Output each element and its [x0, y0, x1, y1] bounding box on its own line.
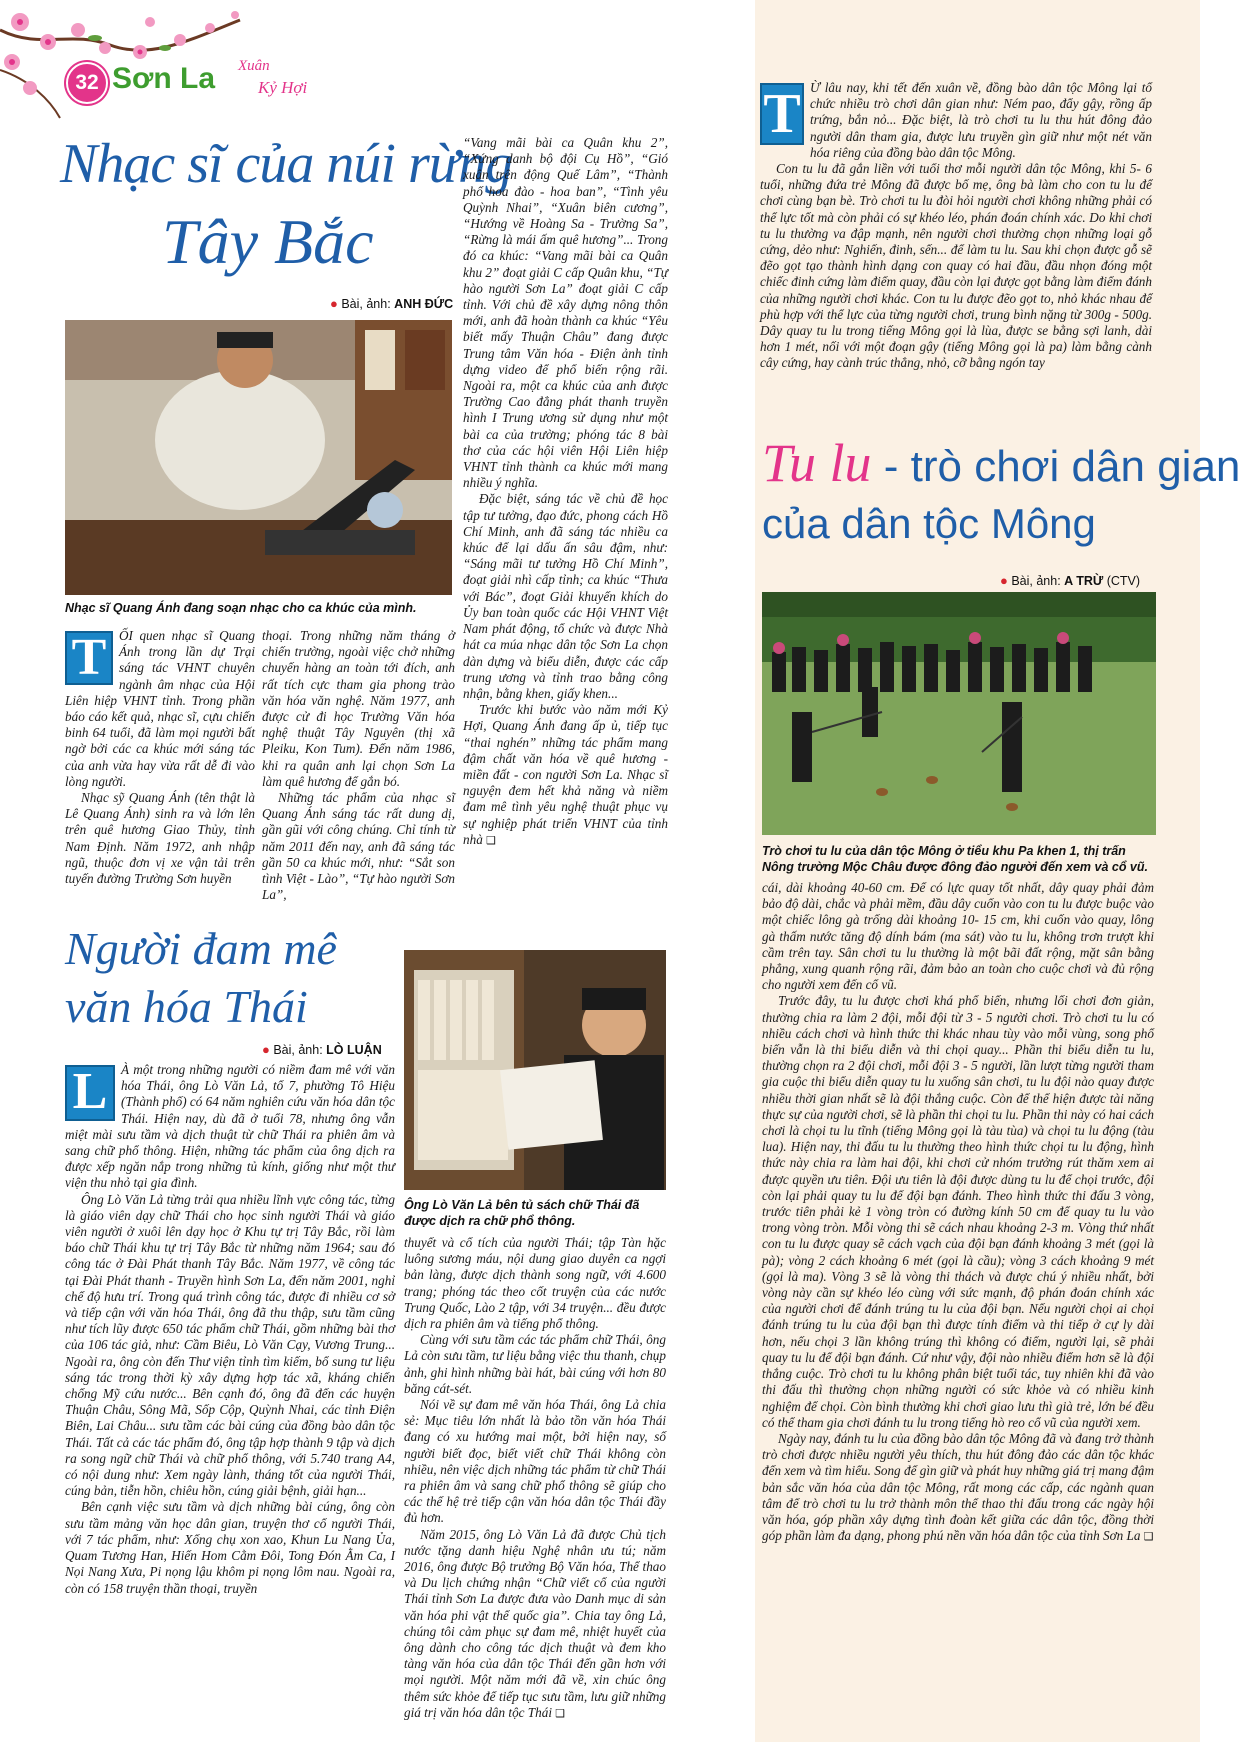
article3-title-line2: của dân tộc Mông	[762, 500, 1096, 547]
article2-title-line1: Người đam mê	[65, 923, 337, 974]
article2-column-1	[65, 1062, 395, 1732]
end-mark: ❑	[555, 1706, 566, 1720]
paragraph-text: Trước khi bước vào năm mới Kỷ Hợi, Quang Ánh đang ấp ủ, tiếp tục “thai nghén” những tác phẩm mang đậm chất văn hóa về quê hương - miền đất - con người Sơn La. Nhạc sĩ nguyện đem hết khả năng và niềm đam mê tình yêu nghệ thuật phục vụ sự nghiệp phát triển VHNT của tỉnh nhà	[463, 702, 668, 847]
article1-dropcap: T	[65, 631, 113, 685]
article1-column-right	[463, 135, 668, 925]
article1-column-2	[262, 628, 455, 928]
paragraph: Trước đây, tu lu được chơi khá phổ biến, nhưng lối chơi đơn giản, thường chia ra làm 2 đội, mỗi đội từ 3 - 5 người chơi. Trò chơi tu lu có nhiều cách chơi và hình thức thi khác nhau tùy vào mỗi vùng, song phổ biến vẫn là thi biểu diễn và thi chọi quay... Phần thi biểu diễn tu lu, thường chọn ra 2 đội chơi, mỗi đội 3 - 5 người, lần lượt từng người tham gia cuộc thi biểu diễn quay tu lu xuống sân chơi, tu lu đội nào quay được nhiều thời gian nhất sẽ là đội thắng cuộc. Còn để thể hiện được tài năng thực sự của người chơi, sẽ là phần thi chọi tu lu. Phần thi này có hai cách chơi là chọi tu lu tĩnh (tiếng Mông gọi là tàu tùa) và chọi tu lu động (tàu lua). Hiện nay, thi đấu tu lu thường theo hình thức chọi tu lu động, hình thức này chia ra làm hai đội, khi chơi cử nhóm trưởng rút thăm xem ai được quyền ưu tiên. Đội ưu tiên là đội được dùng tu lu để chọi trước, đội còn lại phải quay tu lu để đội bạn đánh. Theo hình thức thi đấu 3 vòng, trước tiên phải kẻ 1 vòng tròn có đường kính 50 cm để quay tu lu vào trong vòng tròn. Mỗi vòng thi sẽ cách nhau khoảng 2-3 m. Vòng thứ nhất con tu lu được quay sẽ cách vạch của đội bạn đánh khoảng 3 mét (gọi là pà); vòng 2 cách khoảng 6 mét (gọi là cầu); vòng 3 cách khoảng 9 mét (gọi là ma). Vòng 3 sẽ là vòng thi thách và được chú ý nhiều nhất, bởi vòng này cần sự khéo léo cùng với sức mạnh, độ phán đoán chính xác của người chơi để đánh trúng tu lu của đội bạn. Nếu người chọi ai chọi đánh trúng tu lu của đội bạn thì được tính điểm và thi tiếp ở cự ly dài hơn, nếu chọi 3 lần không trúng thì không có điểm, người lại, sẽ phải quay tu lu để đội bạn đánh. Cứ như vậy, đội nào nhiều điểm hơn sẽ là đội thắng cuộc. Trò chơi tu lu không phân biệt tuổi tác, tuy nhiên khi đã vào thi đấu thì thường chọn những người có sức khỏe và có nhiều kinh nghiệm để chọi. Còn bình thường khi chơi giao lưu thì già trẻ, lớn bé đều có thể tham gia chơi đánh tu lu trong tiếng hò reo cổ vũ của người xem.	[762, 993, 1154, 1430]
end-mark: ❑	[486, 833, 496, 847]
tu-lu-game-illustration	[762, 592, 1156, 835]
paragraph-text: Năm 2015, ông Lò Văn Lả đã được Chủ tịch nước tặng danh hiệu Nghệ nhân ưu tú; năm 2016, ông được Bộ trưởng Bộ Văn hóa, Thể thao và Du lịch chứng nhận “Chữ viết cổ của người Thái tỉnh Sơn La được đưa vào Danh mục di sản văn hóa phi vật thể quốc gia”. Chia tay ông Lả, chúng tôi cảm phục sự đam mê, nhiệt huyết của ông dành cho công tác dịch thuật và đem kho tàng văn hóa của dân tộc Thái đến gần hơn với mọi người. Một năm mới đã về, xin chúc ông thêm sức khỏe để tiếp tục sưu tầm, lưu giữ những giá trị văn hóa dân tộc Thái	[404, 1526, 666, 1720]
byline-suffix: (CTV)	[1106, 574, 1141, 588]
article3-title-rest: - trò chơi dân gian	[871, 442, 1240, 491]
edition-line-2: Kỷ Hợi	[258, 78, 308, 97]
article2-photo	[404, 950, 666, 1190]
article1-photo-caption: Nhạc sĩ Quang Ánh đang soạn nhạc cho ca khúc của mình.	[65, 601, 417, 615]
paragraph-text: À một trong những người có niềm đam mê với văn hóa Thái, ông Lò Văn Lả, tổ 7, phường Tô Hiệu (Thành phố) có 64 năm nghiên cứu văn hóa dân tộc Thái. Hiện nay, dù đã ở tuổi 78, nhưng ông vẫn miệt mài sưu tầm và dịch thuật từ chữ Thái ra phiên âm và sang chữ phổ thông. Hiện, những tác phẩm của ông dịch ra được xếp ngăn nắp trong những tủ kính, giống như một thư viện thu nhỏ tại gia đình.	[65, 1062, 395, 1191]
paragraph: “Vang mãi bài ca Quân khu 2”, “Xứng danh bộ đội Cụ Hồ”, “Gió xuân trên động Quế Lâm”, “Thành phố hoa đào - hoa ban”, “Tình yêu Quỳnh Nhai”, “Xuân biên cương”, “Hướng về Hoàng Sa - Trường Sa”, “Rừng là mái ấm quê hương”... Trong đó ca khúc: “Vang mãi bài ca Quân khu 2” đoạt giải C cấp Quân khu, “Tự hào người Sơn La” đoạt giải C cấp tỉnh. Với chủ đề xây dựng nông thôn mới, anh đã hoàn thành ca khúc “Yêu biết mấy Thuận Châu” đang được Trung tâm Văn hóa - Điện ảnh tỉnh dựng video để phổ biến rộng rãi. Ngoài ra, một ca khúc của anh được Trường Cao đẳng phát thanh truyền hình I Trung ương sử dụng như một bài ca của trường; phóng tác 8 bài thơ của các hội viên Hội Liên hiệp VHNT tỉnh thành ca khúc mới mang nhiều ý nghĩa.	[463, 135, 668, 491]
paragraph	[404, 1527, 666, 1722]
article1-title-line1: Nhạc sĩ của núi rừng	[60, 133, 513, 195]
paragraph: Cùng với sưu tầm các tác phẩm chữ Thái, ông Lả còn sưu tầm, tư liệu bằng việc thu thanh, chụp ảnh, ghi hình những bài hát, bài cúng với hơn 80 băng cát-sét.	[404, 1332, 666, 1396]
article2-column-2	[404, 1235, 666, 1732]
paragraph: thuyết và cổ tích của người Thái; tập Tàn hặc luông sương máu, nội dung giao duyên ca ngợi bản làng, được dịch thành song ngữ, với 4.600 trang; phóng tác theo cốt truyện của các nước Trung Quốc, Lào 2 tập, với 34 truyện... đều được dịch ra phiên âm và tiếng phổ thông.	[404, 1235, 666, 1332]
article3-column-lower	[762, 880, 1154, 1732]
article2-photo-caption: Ông Lò Văn Lả bên tủ sách chữ Thái đã được dịch ra chữ phổ thông.	[404, 1198, 640, 1228]
article1-byline: ● Bài, ảnh: ANH ĐỨC	[330, 296, 454, 311]
article1-title-line2: Tây Bắc	[162, 206, 374, 277]
byline-label: Bài, ảnh:	[341, 297, 391, 311]
paragraph: Bên cạnh việc sưu tầm và dịch những bài cúng, ông còn sưu tầm mảng văn học dân gian, truyện thơ cổ người Thái, với 7 tác phẩm, như: Xống chụ xon xao, Khun Lu Nang Ủa, Quam Tương Han, Hiến Hom Cằm Đôi, Tong Đón Ằm Ca, I Nọi Nang Xưa, Pi nọng lậu khôm pi nọng lôm nau. Ngoài ra, còn có 158 truyện thần thoại, truyền	[65, 1499, 395, 1596]
page-number: 32	[75, 71, 99, 94]
byline-author: ANH ĐỨC	[394, 297, 454, 311]
paragraph	[463, 702, 668, 849]
musician-at-laptop-illustration	[65, 320, 452, 595]
article2-dropcap: L	[65, 1065, 115, 1121]
paragraph: cái, dài khoảng 40-60 cm. Để có lực quay tốt nhất, dây quay phải đảm bảo độ dài, chắc và phải mềm, đầu dây cuốn vào con tu lu được buộc vào một chiếc lông gà trống dài khoảng 10- 15 cm, khi cuốn vào quay, lông gà thấm nước tăng độ dính bám (ma sát) vào tu lu, không trơn trượt khi cầm trên tay. Sân chơi tu lu thường là một bãi đất rộng, mặt sân bằng phẳng, xung quanh rộng rãi, đảm bảo an toàn cho cuộc chơi và đủ rộng cho người xem đến cổ vũ.	[762, 880, 1154, 993]
article3-title-script: Tu lu	[762, 433, 872, 493]
section-name: Sơn La	[112, 62, 216, 95]
article3-title-line1	[762, 432, 1240, 494]
article3-photo-caption: Trò chơi tu lu của dân tộc Mông ở tiểu khu Pa khen 1, thị trấn Nông trường Mộc Châu được đông đảo người đến xem và cổ vũ.	[762, 844, 1148, 874]
byline-author: A TRỪ	[1064, 574, 1104, 588]
elder-reading-books-illustration	[404, 950, 666, 1190]
article3-intro	[760, 80, 1152, 425]
article1-photo	[65, 320, 452, 595]
page-number-badge	[66, 62, 108, 104]
paragraph: Những tác phẩm của nhạc sĩ Quang Ánh sáng tác rất dung dị, gần gũi với công chúng. Chỉ tính từ năm 2011 đến nay, anh đã sáng tác gần 50 ca khúc mới, như: “Sắt son tình Việt - Lào”, “Tự hào người Sơn La”,	[262, 790, 455, 903]
paragraph: Đặc biệt, sáng tác về chủ đề học tập tư tưởng, đạo đức, phong cách Hồ Chí Minh, anh đã sáng tác nhiều ca khúc để lại dấu ấn sâu đậm, như: “Sáng mãi tư tưởng Hồ Chí Minh”, đoạt giải nhì cấp tỉnh; ca khúc “Thưa với Bác”, đoạt Giải khuyến khích do Ủy ban toàn quốc các Hội VHNT Việt Nam phát động, tổ chức và được Nhà hát ca múa nhạc dân tộc Sơn La chọn dàn dựng và biểu diễn, được các cấp trung ương và tỉnh trao bằng công nhận, bằng khen, giấy khen...	[463, 491, 668, 701]
end-mark: ❑	[1143, 1530, 1154, 1544]
article3-photo	[762, 592, 1156, 835]
paragraph: Nhạc sỹ Quang Ánh (tên thật là Lê Quang Ánh) sinh ra và lớn lên trên quê hương Giao Thủy, tỉnh Nam Định. Năm 1972, anh nhập ngũ, thuộc đơn vị xe vận tải trên tuyến đường Trường Sơn huyền	[65, 790, 255, 887]
article3-byline: ● Bài, ảnh: A TRỪ (CTV)	[1000, 573, 1141, 588]
paragraph: thoại. Trong những năm tháng ở chiến trường, ngoài việc chở những chuyến hàng an toàn tới đích, anh rất tích cực tham gia phong trào văn hóa văn nghệ. Năm 1977, anh được cử đi học Trường Văn hóa nghệ thuật Tây Nguyên (thị xã Pleiku, Kon Tum). Đến năm 1986, khi ra quân anh lại chọn Sơn La làm quê hương để gắn bó.	[262, 628, 455, 789]
paragraph-text: Ừ lâu nay, khi tết đến xuân về, đồng bào dân tộc Mông lại tổ chức nhiều trò chơi dân gian như: Ném pao, đẩy gậy, rồng ấp trứng, bắn nỏ... Đặc biệt, là trò chơi tu lu thu hút đông đảo người dân tham gia, được lưu truyền gìn giữ như một nét văn hóa riêng của đồng bào dân tộc Mông.	[810, 80, 1152, 160]
byline-label: Bài, ảnh:	[273, 1043, 323, 1057]
paragraph-text: Ngày nay, đánh tu lu của đồng bào dân tộc Mông đã và đang trở thành trò chơi được nhiều người yêu thích, thu hút đông đảo các dân tộc khác đến xem và tìm hiểu. Song để gìn giữ và phát huy những giá trị mang đậm bản sắc văn hóa của dân tộc Mông, rất mong các cấp, các ngành quan tâm để trò chơi tu lu trở thành môn thể thao thi đấu trong các ngày hội văn hóa, góp phần xây dựng tình đoàn kết giữa các dân tộc, đồng thời góp phần làm đa dạng, phong phú nền văn hóa dân tộc của tỉnh Sơn La	[762, 1430, 1154, 1544]
paragraph: Con tu lu đã gắn liền với tuổi thơ mỗi người dân tộc Mông, khi 5- 6 tuổi, những đứa trẻ Mông đã được bố mẹ, ông bà làm cho con tu lu để chơi cùng bạn bè. Trò chơi tu lu đòi hỏi người chơi không những phải có thể lực tốt mà còn phải có sự khéo léo, phán đoán chính xác. Do khi chơi tu lu thường va đập mạnh, nên người chơi thường chọn những loại gỗ cứng, dẻo như: Nghiến, đinh, sến... để làm tu lu. Sau khi chọn được gỗ sẽ đẽo gọt tạo thành hình dạng con quay có hai đầu, đầu nhọn đóng một chiếc đinh cứng làm điểm quay, đầu còn lại được gọt bằng làm điểm đánh của những người chơi khác. Con tu lu được đẽo gọt to, nhỏ khác nhau để phù hợp với thể lực của từng người chơi, trung bình nặng từ 300g - 500g. Dây quay tu lu trong tiếng Mông gọi là lùa, được se bằng sợi lanh, dài hơn 1 mét, nối với một đoạn gậy (tiếng Mông gọi là pa) làm bằng cành cây cứng, hay cành trúc thẳng, nhỏ, cỡ bằng ngón tay	[760, 161, 1152, 371]
paragraph: Nói về sự đam mê văn hóa Thái, ông Lả chia sẻ: Mục tiêu lớn nhất là bảo tồn văn hóa Thái đang có xu hướng mai một, bởi hiện nay, số người biết đọc, biết viết chữ Thái không còn nhiều, nên việc dịch những tác phẩm từ chữ Thái ra phiên âm và sang chữ phổ thông sẽ giúp cho các thế hệ trẻ tiếp cận văn hóa dân tộc Thái đầy đủ hơn.	[404, 1397, 666, 1526]
edition-line-1: Xuân	[238, 58, 270, 74]
paragraph: Ông Lò Văn Lả từng trải qua nhiều lĩnh vực công tác, từng là giáo viên dạy chữ Thái cho học sinh người Thái và giáo viên người ở xuôi lên dạy học ở Khu tự trị Tây Bắc, rồi làm báo chữ Thái khu tự trị Tây Bắc từ những năm 1964; sau đó công tác ở Đài Phát thanh Tây Bắc. Năm 1977, về công tác tại Đài Phát thanh - Truyền hình Sơn La, đến năm 2001, nghỉ chế độ hưu trí. Trong quá trình công tác, được đi nhiều cơ sở và tiếp cận với văn hóa Thái, ông đã thu thập, sưu tầm cũng như tích lũy được 650 tác phẩm chữ Thái, gồm những bài thơ của 106 tác giả, như: Cầm Biêu, Lò Văn Cạy, Vương Trung... Ngoài ra, ông còn đến Thư viện tỉnh tìm kiếm, bổ sung tư liệu sáng tác trong thời kỳ xây dựng hợp tác xã, kháng chiến chống Mỹ cứu nước... Bên cạnh đó, ông đã đến các huyện Thuận Châu, Sông Mã, Sốp Cộp, Quỳnh Nhai, các tỉnh Điện Biên, Lai Châu... sưu tầm các bài cúng của đồng bào dân tộc Thái. Tất cả các tác phẩm đó, ông tập hợp thành 9 tập và dịch ra song ngữ chữ Thái và chữ phổ thông, với 5.740 trang A4, có nội dung như: Xem ngày lành, tháng tốt của người Thái, cúng bản, tiễn hồn, chiêu hồn, cúng giải bệnh, giải hạn...	[65, 1191, 395, 1499]
article2-title-line2: văn hóa Thái	[65, 981, 308, 1032]
paragraph-text: ỐI quen nhạc sĩ Quang Ánh trong lần dự Trại sáng tác VHNT chuyên ngành âm nhạc của Hội Liên hiệp VHNT tỉnh. Trong phần báo cáo kết quả, nhạc sĩ, cựu chiến binh 64 tuổi, đã làm mọi người bất ngờ bởi các ca khúc mới sáng tác của anh vừa hay vừa rất dễ đi vào lòng người.	[65, 628, 255, 789]
peach-blossom-decoration	[0, 0, 260, 120]
article1-column-1	[65, 628, 255, 928]
byline-label: Bài, ảnh:	[1011, 574, 1061, 588]
paragraph	[762, 1431, 1154, 1545]
article3-dropcap: T	[760, 83, 804, 145]
article2-byline: ● Bài, ảnh: LÒ LUẬN	[262, 1042, 382, 1057]
byline-author: LÒ LUẬN	[326, 1043, 382, 1057]
